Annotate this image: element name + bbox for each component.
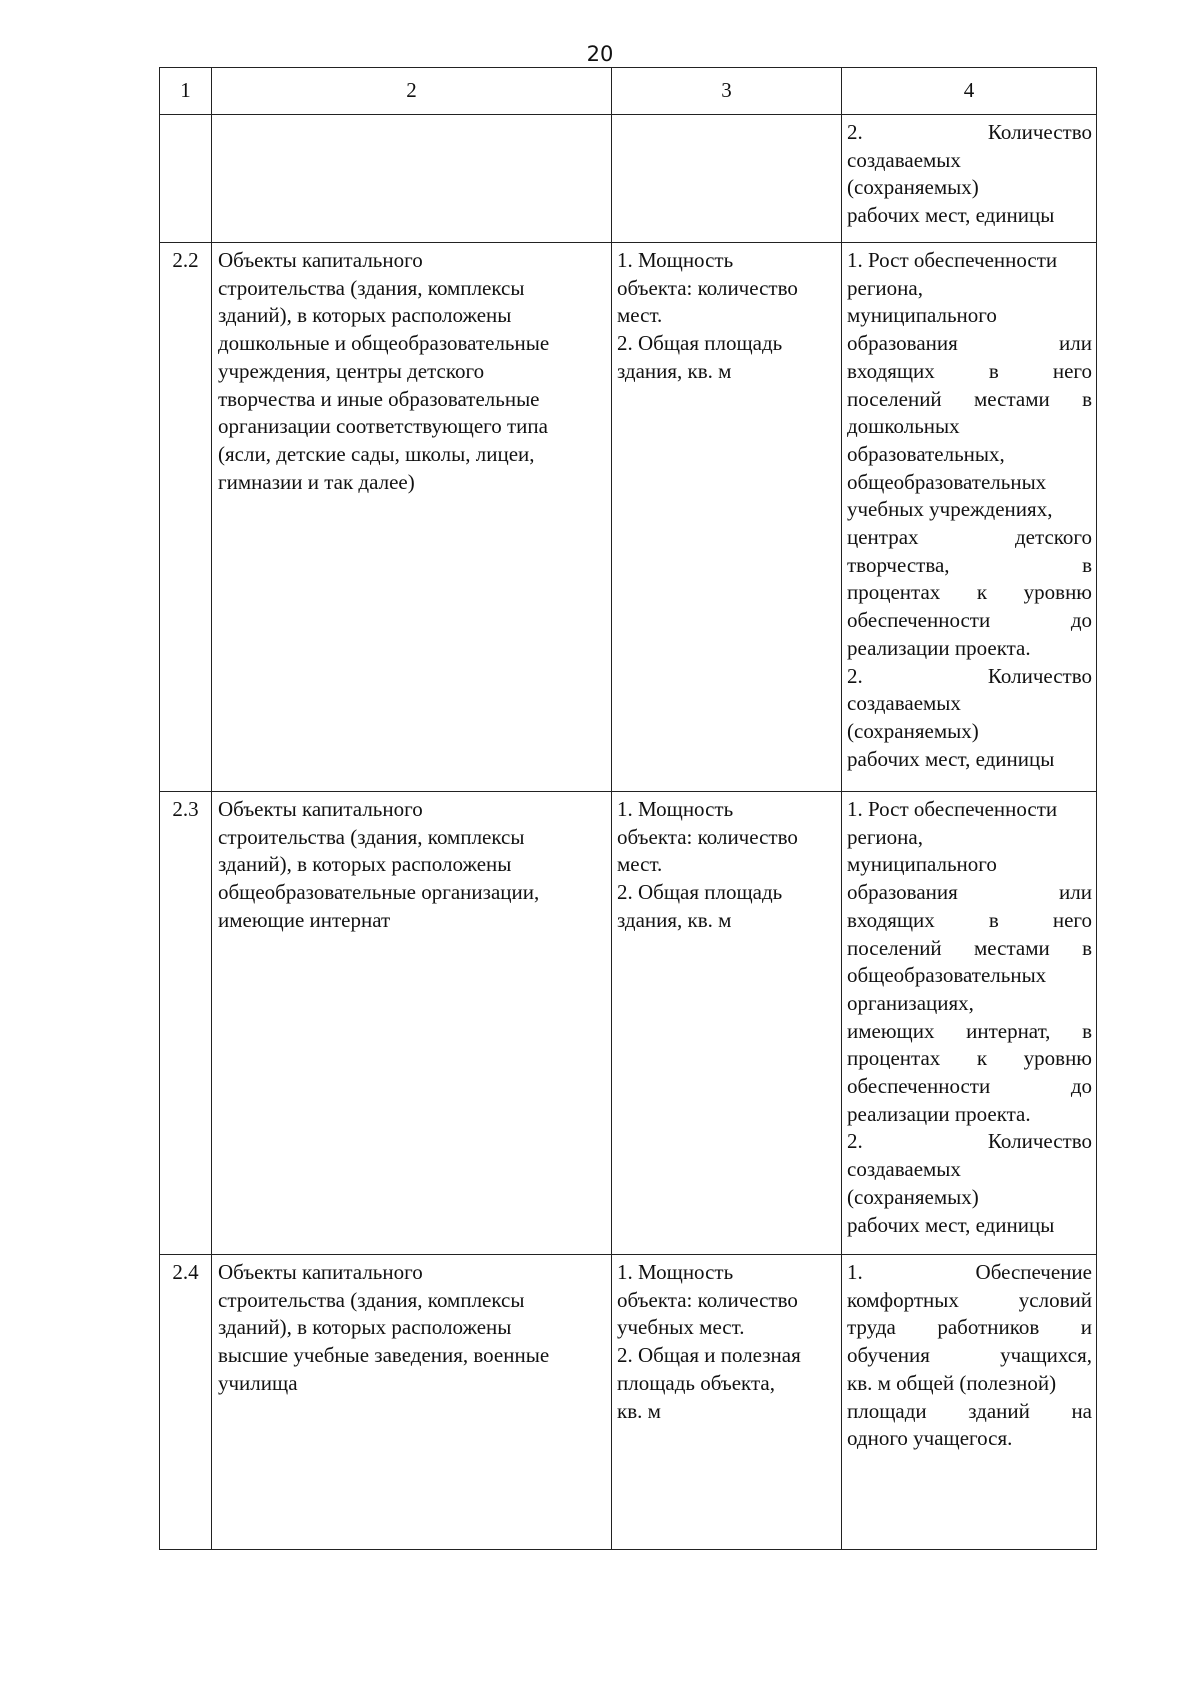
text-line: учебных учреждениях, xyxy=(847,497,1053,522)
word: в xyxy=(1082,935,1092,960)
row-number-cell: 2.4 xyxy=(160,1255,212,1550)
word: образования xyxy=(847,331,958,356)
word: в xyxy=(988,358,999,383)
text-line: создаваемых xyxy=(847,147,961,172)
text-line: (сохраняемых) xyxy=(847,175,979,200)
row-number-cell xyxy=(160,115,212,243)
word: интернат, xyxy=(966,1018,1051,1043)
justified-text-line xyxy=(847,330,1092,358)
text-line: образовательных, xyxy=(847,441,1005,466)
word: и xyxy=(1080,1315,1092,1340)
text-line: мест. xyxy=(617,852,663,877)
capacity-indicator-cell xyxy=(612,1255,842,1550)
word: комфортных xyxy=(847,1287,959,1312)
word: зданий xyxy=(968,1398,1030,1423)
efficiency-indicator-cell xyxy=(842,1255,1097,1550)
justified-text-line xyxy=(847,607,1092,635)
justified-text-line xyxy=(847,386,1092,414)
document-table xyxy=(159,67,1097,1550)
word: входящих xyxy=(847,907,935,932)
word: в xyxy=(1082,552,1092,577)
justified-text-line xyxy=(847,935,1092,963)
word: творчества, xyxy=(847,552,950,577)
text-line: создаваемых xyxy=(847,1157,961,1182)
text-line: (ясли, детские сады, школы, лицеи, xyxy=(218,441,535,466)
word: обучения xyxy=(847,1343,930,1368)
table-row-continuation xyxy=(160,115,1097,243)
word: уровню xyxy=(1023,580,1092,605)
word: площади xyxy=(847,1398,927,1423)
word: образования xyxy=(847,880,958,905)
word: него xyxy=(1052,358,1092,383)
text-line: 1. Рост обеспеченности xyxy=(847,797,1058,821)
text-line: создаваемых xyxy=(847,691,961,716)
text-line: общеобразовательные организации, xyxy=(218,880,540,905)
text-line: зданий), в которых расположены xyxy=(218,1315,512,1340)
text-line: высшие учебные заведения, военные xyxy=(218,1343,550,1368)
text-line: дошкольные и общеобразовательные xyxy=(218,331,550,356)
text-line: имеющие интернат xyxy=(218,907,391,932)
text-line: рабочих мест, единицы xyxy=(847,203,1055,228)
justified-text-line xyxy=(847,663,1092,691)
text-line: Объекты капитального xyxy=(218,1260,423,1284)
text-line: кв. м общей (полезной) xyxy=(847,1370,1057,1395)
word: процентах xyxy=(847,1046,941,1071)
header-cell-2: 2 xyxy=(212,68,612,115)
text-line: рабочих мест, единицы xyxy=(847,746,1055,771)
text-line: одного учащегося. xyxy=(847,1426,1013,1451)
justified-text-line xyxy=(847,1287,1092,1315)
efficiency-indicator-cell xyxy=(842,792,1097,1255)
word: учащихся, xyxy=(1000,1343,1092,1368)
word: труда xyxy=(847,1315,896,1340)
word: к xyxy=(976,580,988,605)
word: обеспеченности xyxy=(847,1074,991,1099)
capacity-indicator-cell xyxy=(612,115,842,243)
text-line: 1. Мощность xyxy=(617,797,734,821)
text-line: (сохраняемых) xyxy=(847,718,979,743)
word: в xyxy=(1082,1018,1092,1043)
text-line: реализации проекта. xyxy=(847,1101,1031,1126)
text-line: 1. Мощность xyxy=(617,248,734,272)
word: или xyxy=(1059,880,1092,905)
text-line: учреждения, центры детского xyxy=(218,358,485,383)
word: работников xyxy=(937,1315,1040,1340)
object-type-cell xyxy=(212,1255,612,1550)
word: местами xyxy=(974,935,1050,960)
justified-text-line xyxy=(847,1259,1092,1287)
text-line: Объекты капитального xyxy=(218,797,423,821)
word: него xyxy=(1052,907,1092,932)
justified-text-line xyxy=(847,1045,1092,1073)
text-line: муниципального xyxy=(847,852,997,877)
text-line: объекта: количество xyxy=(617,275,798,300)
capacity-indicator-cell xyxy=(612,792,842,1255)
table-header-row xyxy=(160,68,1097,115)
text-line: зданий), в которых расположены xyxy=(218,852,512,877)
text-line: 1. Мощность xyxy=(617,1260,734,1284)
table-row-2-3 xyxy=(160,792,1097,1255)
word: обеспеченности xyxy=(847,608,991,633)
justified-text-line xyxy=(847,1398,1092,1426)
word: до xyxy=(1070,1074,1092,1099)
text-line: здания, кв. м xyxy=(617,358,732,383)
object-type-cell xyxy=(212,243,612,792)
word: Обеспечение xyxy=(975,1260,1092,1284)
word: 2. xyxy=(847,663,863,688)
text-line: рабочих мест, единицы xyxy=(847,1212,1055,1237)
object-type-cell xyxy=(212,115,612,243)
word: входящих xyxy=(847,358,935,383)
justified-text-line xyxy=(847,879,1092,907)
justified-text-line xyxy=(847,524,1092,552)
word: в xyxy=(1082,386,1092,411)
table-row-2-4 xyxy=(160,1255,1097,1550)
text-line: строительства (здания, комплексы xyxy=(218,275,525,300)
word: условий xyxy=(1018,1287,1092,1312)
text-line: здания, кв. м xyxy=(617,907,732,932)
text-line: региона, xyxy=(847,824,923,849)
text-line: реализации проекта. xyxy=(847,635,1031,660)
justified-text-line xyxy=(847,358,1092,386)
word: Количество xyxy=(987,663,1092,688)
justified-text-line xyxy=(847,552,1092,580)
justified-text-line xyxy=(847,1314,1092,1342)
text-line: региона, xyxy=(847,275,923,300)
text-line: гимназии и так далее) xyxy=(218,469,415,494)
capacity-indicator-cell xyxy=(612,243,842,792)
object-type-cell xyxy=(212,792,612,1255)
text-line: учебных мест. xyxy=(617,1315,745,1340)
row-number-cell: 2.3 xyxy=(160,792,212,1255)
text-line: площадь объекта, xyxy=(617,1370,775,1395)
text-line: 2. Общая площадь xyxy=(617,331,783,356)
word: 2. xyxy=(847,1129,863,1154)
word: поселений xyxy=(847,935,942,960)
text-line: 2. Общая и полезная xyxy=(617,1343,801,1368)
text-line: 1. Рост обеспеченности xyxy=(847,248,1058,272)
efficiency-indicator-cell xyxy=(842,115,1097,243)
justified-text-line xyxy=(847,907,1092,935)
word: поселений xyxy=(847,386,942,411)
text-line: муниципального xyxy=(847,303,997,328)
text-line: 2. Общая площадь xyxy=(617,880,783,905)
text-line: общеобразовательных xyxy=(847,963,1047,988)
word: до xyxy=(1070,608,1092,633)
row-number-cell: 2.2 xyxy=(160,243,212,792)
justified-text-line xyxy=(847,1128,1092,1156)
text-line: объекта: количество xyxy=(617,1287,798,1312)
text-line: организации соответствующего типа xyxy=(218,414,548,439)
header-cell-4: 4 xyxy=(842,68,1097,115)
word: Количество xyxy=(987,1129,1092,1154)
text-line: строительства (здания, комплексы xyxy=(218,1287,525,1312)
text-line: организациях, xyxy=(847,990,974,1015)
justified-text-line xyxy=(847,1073,1092,1101)
text-line: мест. xyxy=(617,303,663,328)
text-line: творчества и иные образовательные xyxy=(218,386,540,411)
text-line: (сохраняемых) xyxy=(847,1184,979,1209)
text-line: училища xyxy=(218,1370,298,1395)
word: на xyxy=(1071,1398,1092,1423)
word: или xyxy=(1059,331,1092,356)
header-cell-3: 3 xyxy=(612,68,842,115)
word: уровню xyxy=(1023,1046,1092,1071)
text-line: Объекты капитального xyxy=(218,248,423,272)
word: к xyxy=(976,1046,988,1071)
efficiency-indicator-cell xyxy=(842,243,1097,792)
word: 1. xyxy=(847,1260,863,1284)
justified-text-line xyxy=(847,1018,1092,1046)
word: процентах xyxy=(847,580,941,605)
table-row-2-2 xyxy=(160,243,1097,792)
word: Количество xyxy=(987,120,1092,144)
justified-text-line xyxy=(847,1342,1092,1370)
text-line: объекта: количество xyxy=(617,824,798,849)
word: детского xyxy=(1015,525,1092,550)
word: имеющих xyxy=(847,1018,935,1043)
justified-text-line xyxy=(847,579,1092,607)
word: 2. xyxy=(847,120,863,144)
text-line: строительства (здания, комплексы xyxy=(218,824,525,849)
word: центрах xyxy=(847,525,919,550)
header-cell-1: 1 xyxy=(160,68,212,115)
text-line: дошкольных xyxy=(847,414,960,439)
text-line: общеобразовательных xyxy=(847,469,1047,494)
page-number: 20 xyxy=(586,42,614,66)
justified-text-line xyxy=(847,119,1092,147)
word: местами xyxy=(974,386,1050,411)
text-line: кв. м xyxy=(617,1398,661,1423)
word: в xyxy=(988,907,999,932)
text-line: зданий), в которых расположены xyxy=(218,303,512,328)
